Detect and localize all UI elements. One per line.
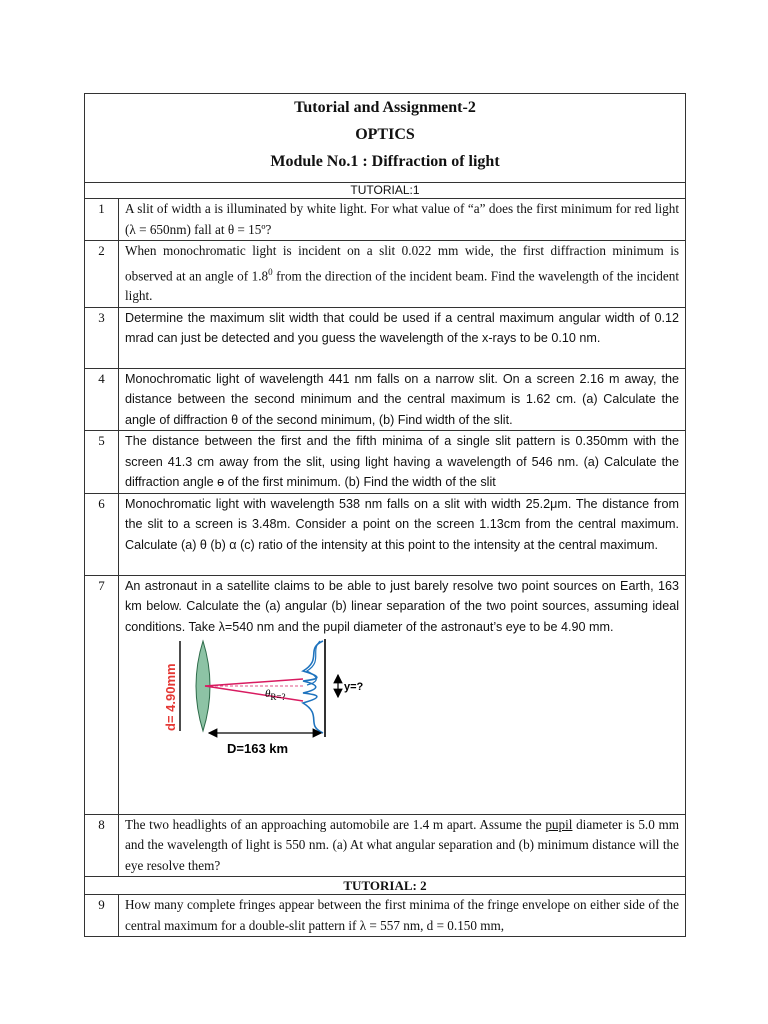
question-text-part: When monochromatic light is incident on a slit 0.022 mm wide, the first diffraction minimum is observed at an angle of 1.8 [125,243,679,283]
question-number: 9 [85,895,119,937]
question-text: An astronaut in a satellite claims to be able to just barely resolve two point sources on Earth, 163 km below. Calculate the (a) angular (b) linear separation of the two point sources, assuming ideal conditions. Take λ=540 nm and the pupil diameter of the astronaut’s eye to be 4.90 mm. [125,578,679,634]
question-row [85,895,686,937]
question-text: Monochromatic light of wavelength 441 nm falls on a narrow slit. On a screen 2.16 m away, the distance between the second minimum and the central maximum is 1.62 cm. (a) Calculate the angle of diffraction θ of the second minimum, (b) Find width of the slit. [119,368,686,431]
question-text-part: diameter is 5.0 mm and the wavelength of light is 550 nm. (a) At what angular separation and (b) minimum distance will the eye resolve them? [125,816,679,873]
document-page [84,93,685,937]
question-text: How many complete fringes appear between the first minima of the fringe envelope on either side of the central maximum for a double-slit pattern if λ = 557 nm, d = 0.150 mm, [119,895,686,937]
diffraction-diagram [145,637,395,789]
question-text [119,814,686,877]
theta-label: $\theta_{R=?}$ [265,688,286,703]
question-number: 3 [85,307,119,368]
question-text: Determine the maximum slit width that could be used if a central maximum angular width of 0.12 mrad can just be detected and you guess the wavelength of the x-rays to be 0.10 nm. [119,307,686,368]
question-row [85,307,686,368]
question-row [85,493,686,575]
question-text-with-figure [119,575,686,814]
question-row [85,575,686,814]
tutorial1-row [85,183,686,199]
tutorial2-label: TUTORIAL: 2 [85,877,686,895]
question-text: A slit of width a is illuminated by white light. For what value of “a” does the first minimum for red light (λ = 650nm) fall at θ = 15º? [119,199,686,241]
ray-upper [205,679,303,686]
tutorial-table [84,93,686,937]
question-number: 2 [85,241,119,308]
distance-label: D=163 km [227,741,289,757]
ray-lower [205,686,303,701]
question-number: 8 [85,814,119,877]
superscript: 0 [268,266,273,277]
resolution-figure [125,637,679,789]
intensity-wave-2 [307,641,320,685]
question-row [85,814,686,877]
tutorial1-label: TUTORIAL:1 [85,183,686,199]
intensity-wave [303,641,323,733]
question-number: 6 [85,493,119,575]
question-number: 7 [85,575,119,814]
question-row [85,368,686,431]
question-number: 5 [85,431,119,494]
diameter-label: d= 4.90mm [163,663,178,732]
header-cell [85,94,686,183]
doc-title: Tutorial and Assignment-2 [294,99,476,116]
question-number: 4 [85,368,119,431]
question-text: Monochromatic light with wavelength 538 nm falls on a slit with width 25.2μm. The distance from the slit to a screen is 3.48m. Consider a point on the screen 1.13cm from the central maximum. Calculate (a) θ (b) α (c) ratio of the intensity at this point to the intensity at the central maximum. [119,493,686,575]
question-text-part: The two headlights of an approaching automobile are 1.4 m apart. Assume the [125,816,546,832]
question-text: The distance between the first and the fifth minima of a single slit pattern is 0.350mm with the screen 41.3 cm away from the slit, using light having a wavelength of 546 nm. (a) Calculate the diffraction angle ɵ of the first minimum. (b) Find the width of the slit [119,431,686,494]
question-text-part: from the direction of the incident beam. Find the wavelength of the incident light. [125,267,679,304]
header-row [85,94,686,183]
question-row [85,199,686,241]
module-title: Module No.1 : Diffraction of light [270,153,500,170]
question-number: 1 [85,199,119,241]
question-row [85,241,686,308]
question-text [119,241,686,308]
question-row [85,431,686,494]
subject-title: OPTICS [355,126,415,143]
underlined-word: pupil [545,816,573,832]
tutorial2-row [85,877,686,895]
y-label: y=? [344,681,364,694]
